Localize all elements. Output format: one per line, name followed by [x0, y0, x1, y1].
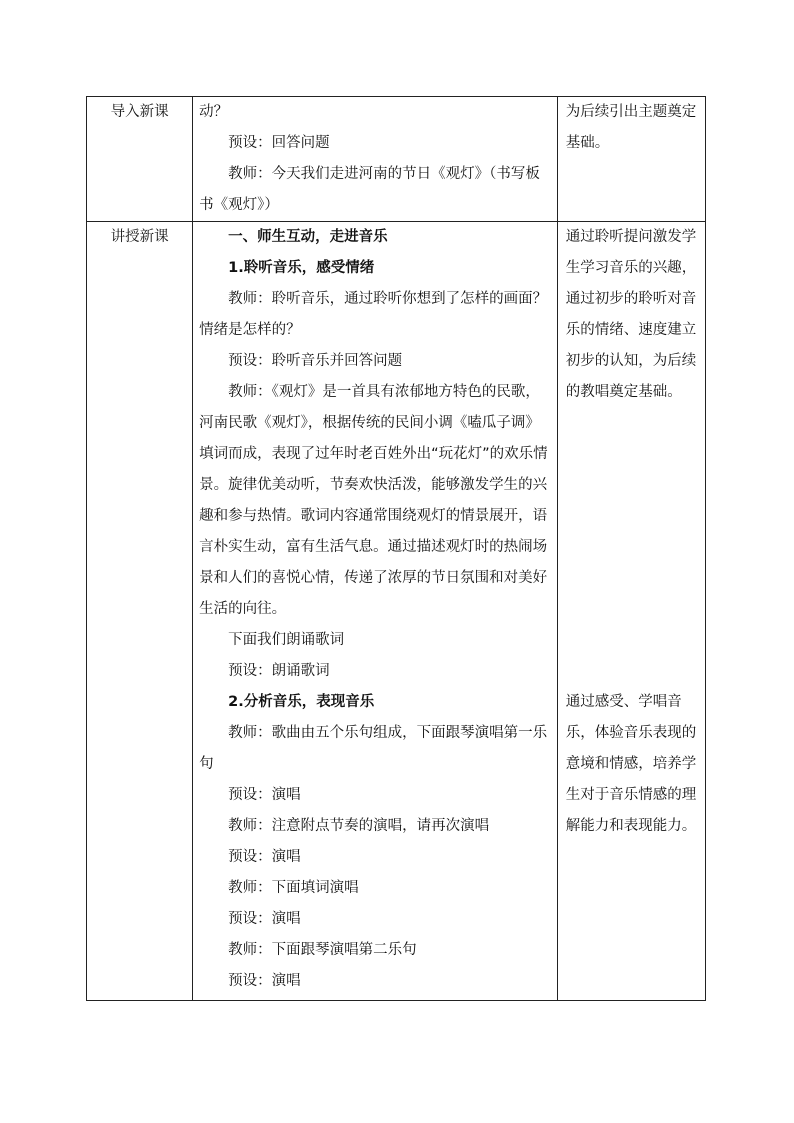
content-line: 预设：聆听音乐并回答问题	[228, 353, 403, 369]
purpose-cell	[557, 222, 705, 1001]
content-line: 预设：回答问题	[228, 135, 330, 151]
content-line: 动？	[199, 104, 229, 120]
section-heading: 一、师生互动，走进音乐	[228, 229, 388, 245]
content-line: 教师：下面跟琴演唱第二乐句	[228, 942, 417, 958]
content-cell	[193, 222, 558, 1001]
stage-cell	[87, 222, 193, 1001]
purpose-spacer	[566, 408, 699, 687]
content-line: 教师：聆听音乐，通过聆听你想到了怎样的画面？情绪是怎样的？	[199, 291, 548, 338]
purpose-text: 为后续引出主题奠定基础。	[565, 104, 697, 151]
content-line: 预设：演唱	[228, 787, 301, 803]
content-line: 教师：歌曲由五个乐句组成，下面跟琴演唱第一乐句	[199, 725, 548, 772]
content-line: 教师：今天我们走进河南的节日《观灯》（书写板书《观灯》）	[199, 166, 540, 213]
content-cell	[193, 97, 558, 222]
content-line: 预设：演唱	[228, 849, 301, 865]
subsection-heading: 1.聆听音乐，感受情绪	[228, 260, 375, 276]
content-paragraph: 教师：《观灯》是一首具有浓郁地方特色的民歌，河南民歌《观灯》，根据传统的民间小调《嗑瓜子调》填词而成，表现了过年时老百姓外出“玩花灯”的欢乐情景。旋律优美动听，节奏欢快活泼，能够激发学生的兴趣和参与热情。歌词内容通常围绕观灯的情景展开，语言朴实生动，富有生活气息。通过描述观灯时的热闹场景和人们的喜悦心情，传递了浓厚的节日氛围和对美好生活的向往。	[199, 384, 548, 617]
content-line: 教师：注意附点节奏的演唱，请再次演唱	[228, 818, 490, 834]
stage-cell	[87, 97, 193, 222]
content-line: 教师：下面填词演唱	[228, 880, 359, 896]
content-line: 预设：演唱	[228, 911, 301, 927]
stage-label: 讲授新课	[110, 229, 169, 245]
content-line: 预设：朗诵歌词	[228, 663, 330, 679]
lesson-plan-table	[86, 96, 706, 1001]
table-row	[87, 222, 706, 1001]
purpose-cell	[557, 97, 705, 222]
subsection-heading: 2.分析音乐，表现音乐	[228, 694, 375, 710]
purpose-text: 通过聆听提问激发学生学习音乐的兴趣，通过初步的聆听对音乐的情绪、速度建立初步的认知，为后续的教唱奠定基础。	[565, 229, 697, 400]
content-line: 预设：演唱	[228, 973, 301, 989]
stage-label: 导入新课	[110, 104, 169, 120]
table-row	[87, 97, 706, 222]
content-line: 下面我们朗诵歌词	[228, 632, 345, 648]
purpose-text: 通过感受、学唱音乐，体验音乐表现的意境和情感，培养学生对于音乐情感的理解能力和表现能力。	[565, 694, 697, 834]
